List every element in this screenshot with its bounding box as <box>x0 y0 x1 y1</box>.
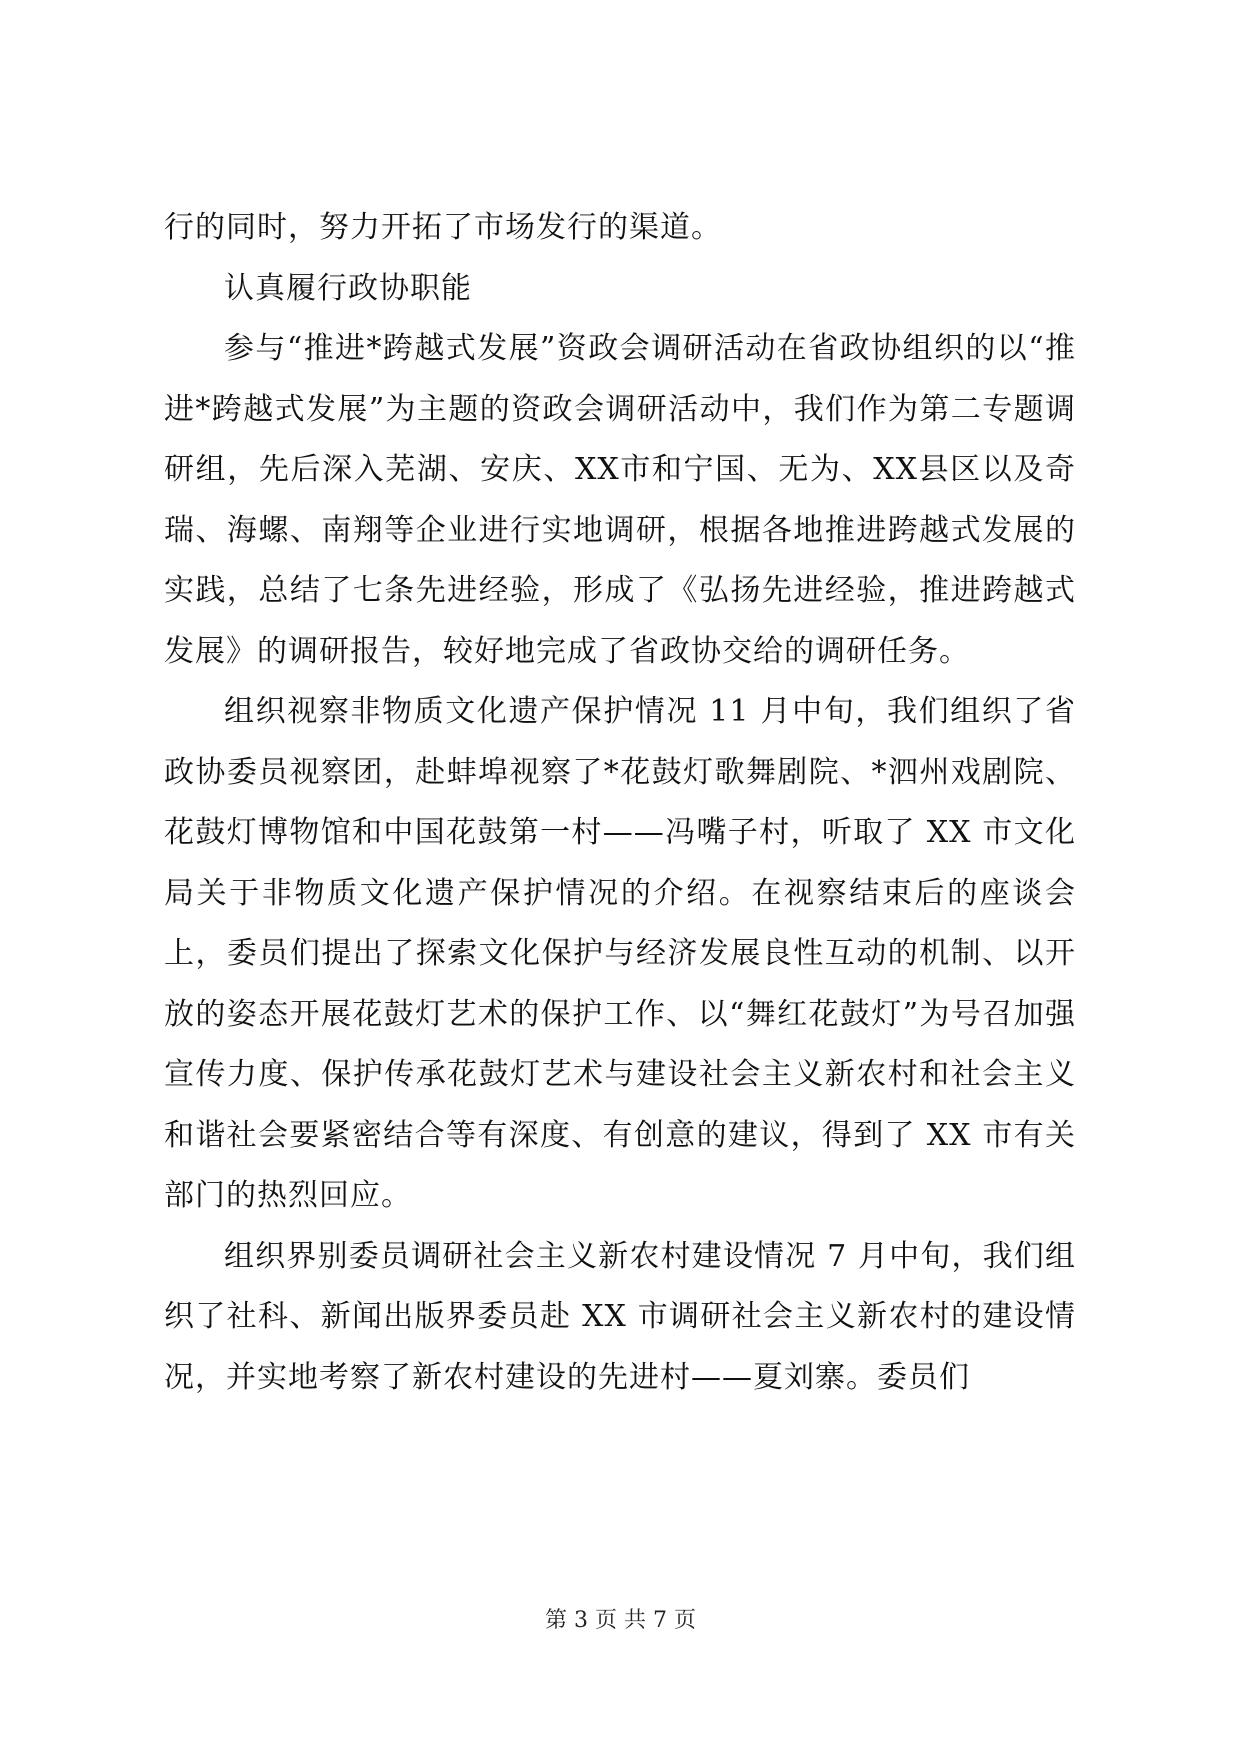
section-heading: 认真履行政协职能 <box>224 270 472 306</box>
paragraph: 参与“推进*跨越式发展”资政会调研活动在省政协组织的以“推进*跨越式发展”为主题的资政会调研活动中，我们作为第二专题调研组，先后深入芜湖、安庆、XX市和宁国、无为、XX县区以及奇瑞、海螺、南翔等企业进行实地调研，根据各地推进跨越式发展的实践，总结了七条先进经验，形成了《弘扬先进经验，推进跨越式发展》的调研报告，较好地完成了省政协交给的调研任务。 <box>164 331 1076 669</box>
paragraph: 组织界别委员调研社会主义新农村建设情况 7 月中旬，我们组织了社科、新闻出版界委员赴 XX 市调研社会主义新农村的建设情况，并实地考察了新农村建设的先进村——夏刘寨。委员们 <box>164 1238 1076 1395</box>
paragraph: 组织视察非物质文化遗产保护情况 11 月中旬，我们组织了省政协委员视察团，赴蚌埠视察了*花鼓灯歌舞剧院、*泗州戏剧院、花鼓灯博物馆和中国花鼓第一村——冯嘴子村，听取了 XX 市文化局关于非物质文化遗产保护情况的介绍。在视察结束后的座谈会上，委员们提出了探索文化保护与经济发展良性互动的机制、以开放的姿态开展花鼓灯艺术的保护工作、以“舞红花鼓灯”为号召加强宣传力度、保护传承花鼓灯艺术与建设社会主义新农村和社会主义和谐社会要紧密结合等有深度、有创意的建议，得到了 XX 市有关部门的热烈回应。 <box>164 694 1076 1213</box>
document-body <box>164 198 1076 1408</box>
page-number-footer: 第 3 页 共 7 页 <box>545 1608 696 1633</box>
paragraph-continuation: 行的同时，努力开拓了市场发行的渠道。 <box>164 210 722 245</box>
